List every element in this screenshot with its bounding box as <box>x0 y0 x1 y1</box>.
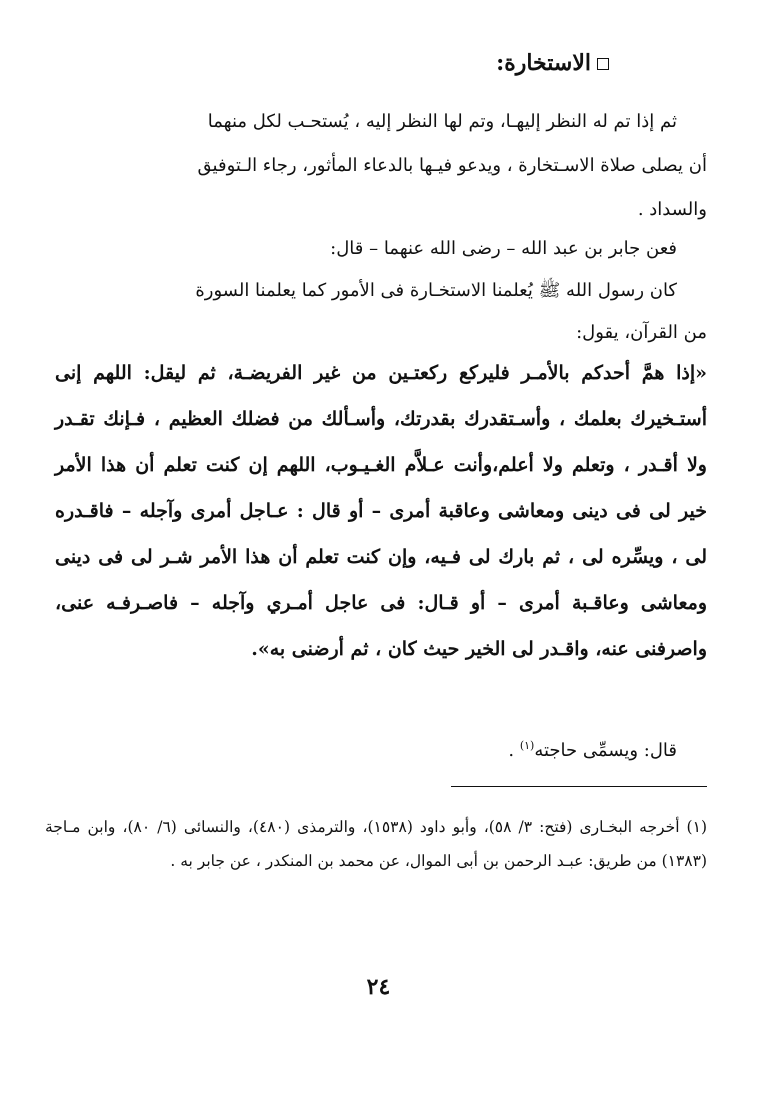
footnote-reference[interactable]: (١) <box>519 739 535 752</box>
narration-line-2: كان رسول الله ﷺ يُعلمنا الاستخـارة فى الأمور كما يعلمنا السورة <box>195 280 677 301</box>
page-number: ٢٤ <box>366 974 391 1000</box>
intro-line-1: ثم إذا تم له النظر إليهـا، وتم لها النظر إليه ، يُستحـب لكل منهما <box>207 111 677 132</box>
footnote-text: (١) أخرجه البخـارى (فتح: ٣/ ٥٨)، وأبو داود (١٥٣٨)، والترمذى (٤٨٠)، والنسائى (٦/ ٨٠)، وابن مـاجة (١٣٨٣) من طريق: عبـد الرحمن بن أبى الموال، عن محمد بن المنكدر ، عن جابر به . <box>45 818 707 870</box>
closing-text: قال: ويسمِّى حاجته <box>534 740 677 761</box>
square-bullet-icon <box>597 58 609 70</box>
dua-paragraph: «إذا همَّ أحدكم بالأمـر فليركع ركعتـين من غير الفريضـة، ثم ليقل: اللهم إنى أستـخيرك بعلمك ، وأسـتقدرك بقدرتك، وأسـألك من فضلك العظيم ، فـإنك تقـدر ولا أقـدر ، وتعلم ولا أعلم،وأنت عـلاَّم الغـيـوب، اللهم إن كنت تعلم أن هذا الأمر خير لى فى دينى ومعاشى وعاقبة أمرى – أو قال : عـاجل أمرى وآجله – فاقـدره لى ، ويسِّره لى ، ثم بارك لى فـيه، وإن كنت تعلم أن هذا الأمر شـر لى فى دينى ومعاشى وعاقـبة أمرى – أو قـال: فى عاجل أمـري وآجله – فاصـرفـه عنى، واصرفنى عنه، واقـدر لى الخير حيث كان ، ثم أرضنى به». <box>55 362 707 660</box>
closing-line <box>55 726 707 771</box>
section-heading <box>209 46 609 80</box>
section-title: الاستخارة: <box>496 50 591 76</box>
intro-paragraph <box>55 100 707 232</box>
narration-line-3: من القرآن، يقول: <box>576 322 707 343</box>
narration-line-1: فعن جابر بن عبد الله – رضى الله عنهما – قال: <box>330 238 677 259</box>
intro-line-2: أن يصلى صلاة الاسـتخارة ، ويدعو فيـها بالدعاء المأثور، رجاء الـتوفيق <box>197 155 707 176</box>
narration-paragraph <box>55 228 707 354</box>
intro-line-3: والسداد . <box>637 199 707 220</box>
footnote-divider <box>451 786 707 787</box>
closing-end: . <box>508 740 520 761</box>
